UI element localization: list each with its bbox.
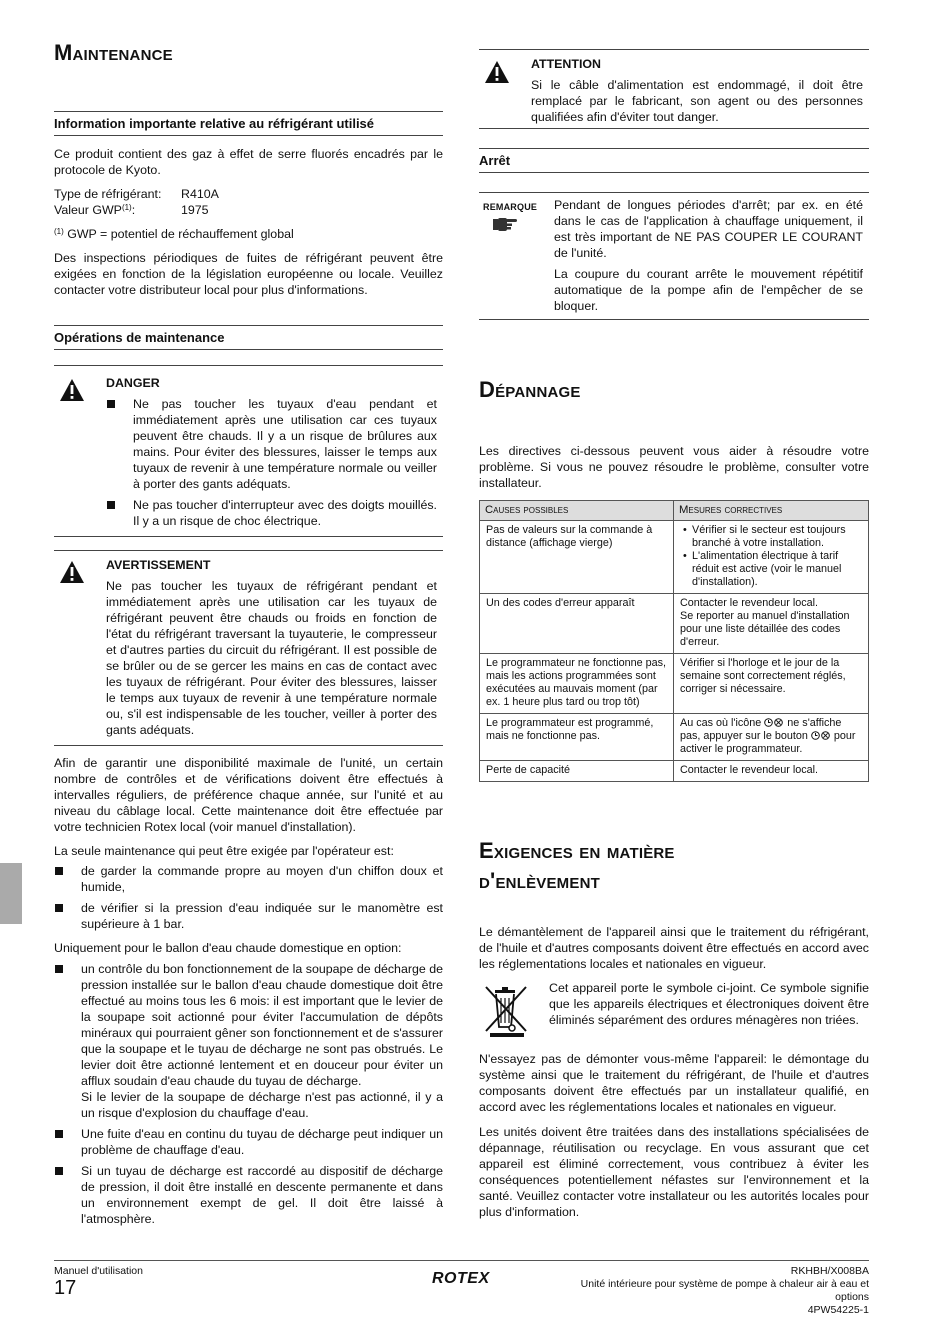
warning-triangle-icon — [59, 378, 85, 402]
table-cell-measure — [674, 594, 869, 654]
disposal-paragraph-3: N'essayez pas de démonter vous-même l'appareil: le démontage du système ainsi que le traitement du réfrigérant, de l'huile et d'autres composants doivent être effectués par un installateur qualifié, en accord avec les réglementations locales et nationales en vigueur. — [479, 1052, 869, 1114]
gwp-colon: : — [131, 203, 136, 217]
disposal-paragraph-2: Cet appareil porte le symbole ci-joint. Ce symbole signifie que les appareils électriques et électroniques doivent être éliminés séparément des ordures ménagères non triées. — [549, 981, 869, 1027]
tank-item: Une fuite d'eau en continu du tuyau de décharge peut indiquer un problème de chauffage d'eau. — [54, 1126, 443, 1158]
attention-text: Si le câble d'alimentation est endommagé, il doit être remplacé par le fabricant, son agent ou des personnes qualifiées afin d'éviter tout danger. — [531, 78, 863, 124]
tank-item-note: Si le levier de la soupape de décharge n'est pas actionné, il y a un risque d'explosion du chauffage d'eau. — [81, 1090, 443, 1120]
table-cell-measure: Vérifier si l'horloge et le jour de la semaine sont correctement réglés, corriger si nécessaire. — [674, 654, 869, 714]
table-header-row — [480, 501, 869, 521]
brand-logo: ROTEX — [432, 1270, 490, 1287]
table-cell-cause: Perte de capacité — [480, 761, 674, 782]
tank-item-text: un contrôle du bon fonctionnement de la soupape de décharge de pression installée sur le ballon d'eau chaude domestique doit être effectué au moins tous les 6 mois: il est important que le levier de la soupape soit actionné pour éviter l'accumulation de dépôts minéraux qui pourraient gêner son fonctionnement et de s'assurer que la soupape et le tuyau de décharge ne sont pas obstrués. Le levier doit être actionné lentement et en douceur pour éviter un afflux soudain d'eau chaude du tuyau de décharge. — [81, 962, 443, 1088]
measure-text: ne s'affiche pas, appuyer sur le bouton — [680, 717, 842, 742]
pointing-hand-icon — [492, 215, 518, 233]
tank-intro: Uniquement pour le ballon d'eau chaude domestique en option: — [54, 941, 402, 955]
timer-icon — [764, 718, 784, 727]
depannage-title: Dépannage — [479, 377, 581, 402]
measure-item: • L'alimentation électrique à tarif réduit est active (voir le manuel d'installation). — [680, 550, 862, 589]
table-cell-cause: Le programmateur ne fonctionne pas, mais les actions programmées sont exécutées au mauvais moment (par ex. 1 heure plus tard ou trop tôt) — [480, 654, 674, 714]
footnote-text: GWP = potentiel de réchauffement global — [63, 227, 294, 241]
danger-list — [106, 396, 437, 529]
danger-item: Ne pas toucher d'interrupteur avec des doigts mouillés. Il y a un risque de choc électrique. — [106, 497, 437, 529]
table-cell-measure: Contacter le revendeur local. — [674, 761, 869, 782]
refrigerant-heading: Information importante relative au réfrigérant utilisé — [54, 111, 443, 136]
footer-code: 4PW54225-1 — [807, 1304, 869, 1316]
remarque-box — [479, 192, 869, 320]
footer-rule — [54, 1260, 869, 1261]
inspection-text: Des inspections périodiques de fuites de réfrigérant peuvent être exigées en fonction de la législation européenne ou locale. Veuillez contacter votre distributeur local pour plus d'informations. — [54, 251, 443, 297]
tank-list — [54, 961, 443, 1232]
troubleshooting-table — [479, 500, 869, 782]
refrigerant-type-value: R410A — [181, 187, 219, 201]
warning-box — [54, 550, 443, 746]
table-row — [480, 714, 869, 761]
table-cell-cause: Le programmateur est programmé, mais ne fonctionne pas. — [480, 714, 674, 761]
maintenance-title: Maintenance — [54, 40, 173, 65]
timer-button-icon — [811, 731, 831, 740]
disposal-title-line: Exigences en matière — [479, 838, 675, 863]
operations-heading: Opérations de maintenance — [54, 325, 443, 350]
arret-heading: Arrêt — [479, 148, 869, 173]
refrigerant-type-label: Type de réfrigérant: — [54, 187, 162, 201]
remarque-label: REMARQUE — [483, 202, 538, 212]
table-row — [480, 761, 869, 782]
measure-line: Contacter le revendeur local. — [680, 597, 819, 609]
footer-manual-label: Manuel d'utilisation — [54, 1265, 143, 1277]
footnote-marker: (1) — [54, 227, 64, 236]
measure-text: Au cas où l'icône — [680, 717, 765, 729]
warning-triangle-icon — [484, 60, 510, 84]
table-row — [480, 654, 869, 714]
gwp-value: 1975 — [181, 203, 209, 217]
operator-maintenance-intro: La seule maintenance qui peut être exigée par l'opérateur est: — [54, 844, 394, 858]
maintenance-paragraph: Afin de garantir une disponibilité maximale de l'unité, un certain nombre de contrôles et de vérifications doivent être effectués à intervalles réguliers, de préférence chaque année, sur l'unité et au niveau du câblage local. Cette maintenance doit être effectuée par votre technicien Rotex local (voir manuel d'installation). — [54, 756, 443, 834]
operator-list — [54, 863, 443, 937]
measure-line: Se reporter au manuel d'installation pour une liste détaillée des codes d'erreur. — [680, 610, 850, 648]
refrigerant-specs — [54, 186, 443, 218]
gwp-footnote — [54, 226, 443, 242]
refrigerant-intro: Ce produit contient des gaz à effet de serre fluorés encadrés par le protocole de Kyoto. — [54, 147, 443, 177]
table-cell-cause: Pas de valeurs sur la commande à distance (affichage vierge) — [480, 521, 674, 594]
tank-item — [54, 961, 443, 1121]
tank-item: Si un tuyau de décharge est raccordé au dispositif de décharge de pression, il doit être installé en descente permanente et dans un environnement exempt de gel. Il doit être laissé à l'atmosphère. — [54, 1163, 443, 1227]
table-row — [480, 594, 869, 654]
footer-model: RKHBH/X008BA — [790, 1265, 869, 1277]
measure-text: pour activer le programmateur. — [680, 730, 856, 755]
danger-item: Ne pas toucher les tuyaux d'eau pendant et immédiatement après une utilisation car ces tuyaux peuvent être chauds. Il y a un risque de brûlures aux mains. Pour éviter des blessures, laisser le temps aux tuyaux de revenir à une température normale ou veiller à porter des gants adéquats. — [106, 396, 437, 492]
operator-item: de vérifier si la pression d'eau indiquée sur le manomètre est supérieure à 1 bar. — [54, 900, 443, 932]
table-cell-measure — [674, 714, 869, 761]
footer-description-line: options — [835, 1291, 869, 1303]
disposal-paragraph-4: Les unités doivent être traitées dans des installations spécialisées de dépannage, réutilisation ou recyclage. En vous assurant que cet appareil est éliminé correctement, vous contribuez à éviter les conséquences potentiellement néfastes sur l'environnement et la santé. Veuillez contacter votre installateur ou les autorités locales pour plus d'information. — [479, 1125, 869, 1219]
table-cell-cause: Un des codes d'erreur apparaît — [480, 594, 674, 654]
remarque-paragraph-2: La coupure du courant arrête le mouvement répétitif automatique de la pompe afin de l'empêcher de se bloquer. — [554, 267, 863, 313]
table-cell-measure — [674, 521, 869, 594]
warning-triangle-icon — [59, 560, 85, 584]
table-header-measures: Mesures correctives — [674, 501, 869, 521]
measure-item: • Vérifier si le secteur est toujours branché à votre installation. — [680, 524, 862, 550]
attention-box — [479, 49, 869, 129]
table-row — [480, 521, 869, 594]
weee-crossed-bin-icon — [482, 983, 532, 1039]
operator-item: de garder la commande propre au moyen d'un chiffon doux et humide, — [54, 863, 443, 895]
remarque-paragraph-1: Pendant de longues périodes d'arrêt; par ex. en été dans le cas de l'application à chauffage uniquement, il est très important de NE PAS COUPER LE COURANT de l'unité. — [554, 198, 863, 260]
footer-page-number: 17 — [54, 1277, 77, 1299]
footer-right — [581, 1265, 869, 1317]
section-tab-marker — [0, 863, 22, 924]
danger-box — [54, 365, 443, 537]
table-header-causes: Causes possibles — [480, 501, 674, 521]
danger-title: DANGER — [106, 376, 160, 390]
disposal-paragraph-1: Le démantèlement de l'appareil ainsi que le traitement du réfrigérant, de l'huile et d'autres composants doivent être effectués en accord avec les réglementations locales et nationales en vigueur. — [479, 925, 869, 971]
warning-title: AVERTISSEMENT — [106, 558, 211, 572]
gwp-label: Valeur GWP — [54, 203, 122, 217]
attention-title: ATTENTION — [531, 57, 601, 71]
depannage-intro: Les directives ci-dessous peuvent vous aider à résoudre votre problème. Si vous ne pouvez résoudre le problème, consulter votre installateur. — [479, 444, 869, 490]
footer-description-line: Unité intérieure pour système de pompe à chaleur air à eau et — [580, 1278, 869, 1290]
disposal-title-line: d'enlèvement — [479, 868, 600, 893]
warning-text: Ne pas toucher les tuyaux de réfrigérant pendant et immédiatement après une utilisation car les tuyaux de réfrigérant peuvent être chauds ou froids en fonction de l'état du réfrigérant traversant la tuyauterie, le compresseur et d'autres parties du circuit du réfrigérant. Il est possible de se brûler ou de se gercer les mains en cas de contact avec les tuyaux de réfrigérant. Pour éviter des blessures, laisser le temps aux tuyaux de revenir à une température normale ou, s'il est indispensable de les toucher, veiller à porter des gants adéquats. — [106, 579, 437, 737]
gwp-footnote-ref: (1) — [121, 203, 132, 212]
disposal-title — [479, 836, 675, 896]
